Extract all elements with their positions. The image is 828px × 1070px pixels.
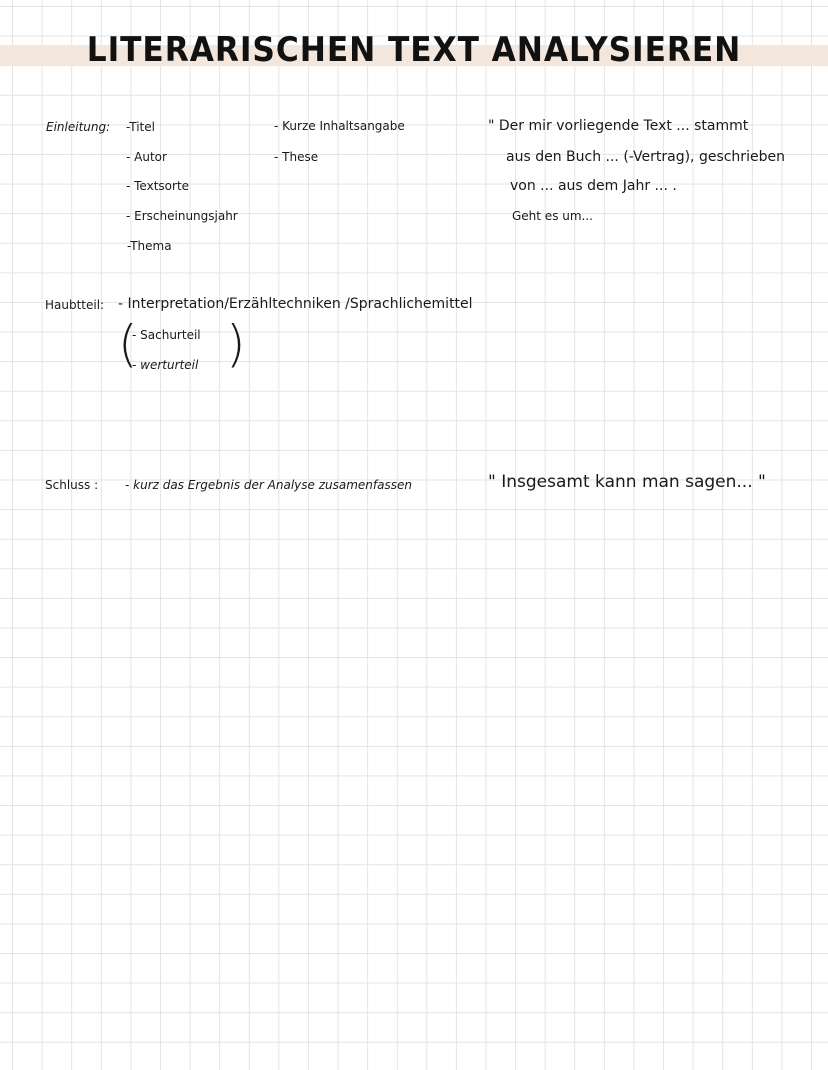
- einleitung-quote-line-1: " Der mir vorliegende Text ... stammt: [488, 118, 749, 134]
- einleitung-item-textsorte: - Textsorte: [126, 179, 190, 193]
- einleitung-item-inhaltsangabe: - Kurze Inhaltsangabe: [274, 119, 405, 133]
- hauptteil-label: Haubtteil:: [45, 298, 105, 312]
- einleitung-item-erscheinungsjahr: - Erscheinungsjahr: [126, 209, 238, 223]
- einleitung-item-titel: -Titel: [126, 120, 155, 134]
- schluss-label: Schluss :: [45, 478, 99, 492]
- einleitung-label: Einleitung:: [46, 120, 111, 134]
- einleitung-quote-line-4: Geht es um...: [512, 209, 593, 223]
- einleitung-item-autor: - Autor: [126, 150, 167, 164]
- einleitung-quote-line-2: aus den Buch ... (-Vertrag), geschrieben: [506, 149, 785, 165]
- schluss-item: - kurz das Ergebnis der Analyse zusamenfassen: [125, 478, 412, 492]
- einleitung-item-thema: -Thema: [127, 239, 172, 253]
- einleitung-item-these: - These: [274, 150, 319, 164]
- hauptteil-sub-sachurteil: - Sachurteil: [132, 328, 201, 342]
- hauptteil-sub-werturteil: - werturteil: [132, 358, 199, 372]
- einleitung-quote-line-3: von ... aus dem Jahr ... .: [510, 178, 677, 194]
- hauptteil-line: - Interpretation/Erzähltechniken /Sprachlichemittel: [118, 296, 473, 312]
- left-parenthesis: (: [118, 315, 138, 373]
- page-title: LITERARISCHEN TEXT ANALYSIEREN: [86, 30, 742, 70]
- right-parenthesis: ): [226, 315, 246, 373]
- schluss-quote: " Insgesamt kann man sagen... ": [488, 472, 766, 492]
